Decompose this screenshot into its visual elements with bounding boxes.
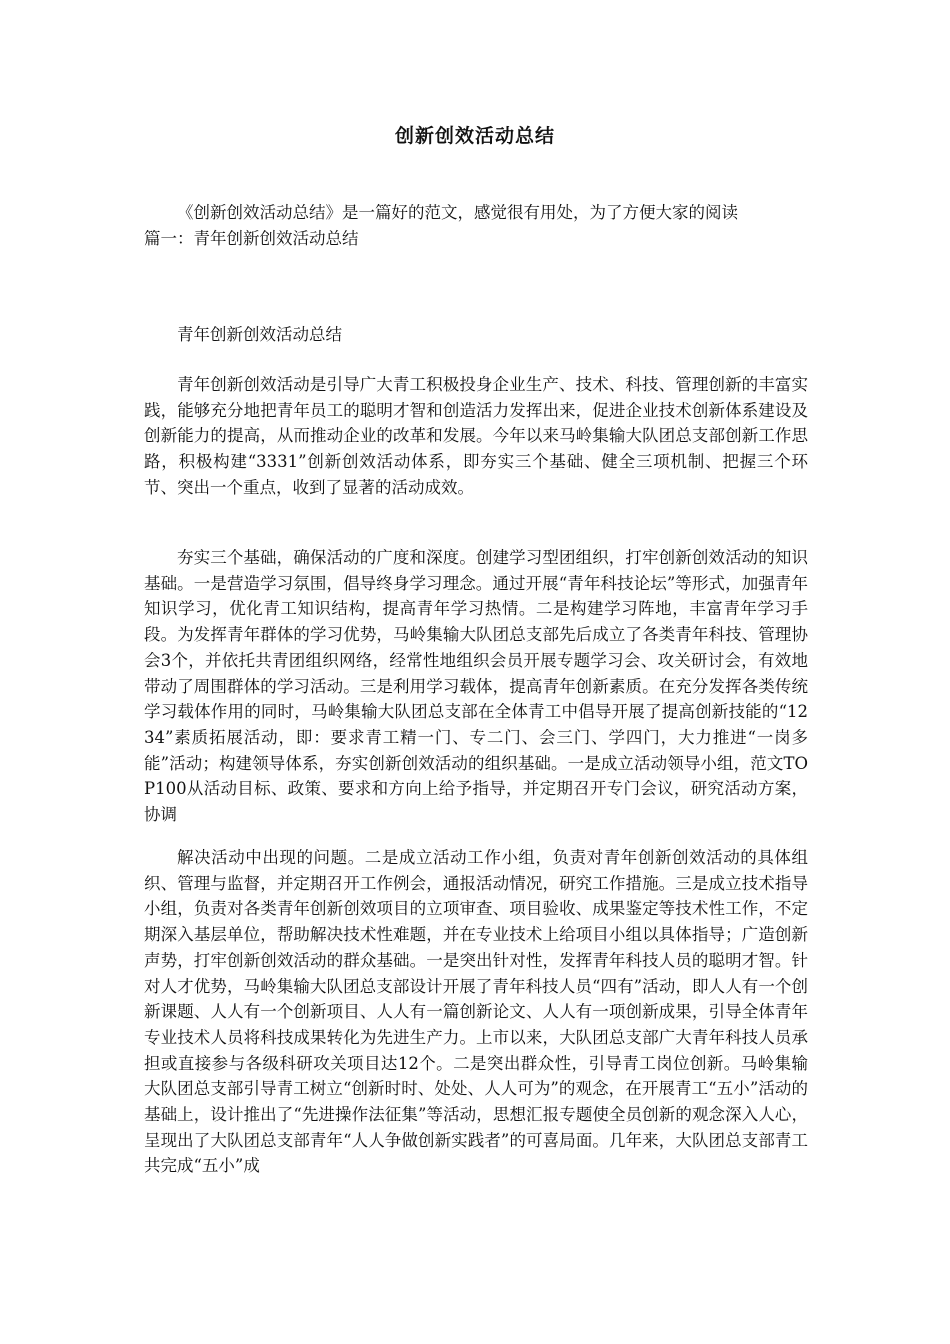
body-paragraph: 解决活动中出现的问题。二是成立活动工作小组，负责对青年创新创效活动的具体组织、管理与监督，并定期召开工作例会，通报活动情况，研究工作措施。三是成立技术指导小组，负责对各类青年创新创效项目的立项审查、项目验收、成果鉴定等技术性工作，不定期深入基层单位，帮助解决技术性难题，并在专业技术上给项目小组以具体指导；广造创新声势，打牢创新创效活动的群众基础。一是突出针对性，发挥青年科技人员的聪明才智。针对人才优势，马岭集输大队团总支部设计开展了青年科技人员“四有”活动，即人人有一个创新课题、人人有一个创新项目、人人有一篇创新论文、人人有一项创新成果，引导全体青年专业技术人员将科技成果转化为先进生产力。上市以来，大队团总支部广大青年科技人员承担或直接参与各级科研攻关项目达12个。二是突出群众性，引导青工岗位创新。马岭集输大队团总支部引导青工树立“创新时时、处处、人人可为”的观念，在开展青工“五小”活动的基础上，设计推出了“先进操作法征集”等活动，思想汇报专题使全员创新的观念深入人心，呈现出了大队团总支部青年“人人争做创新实践者”的可喜局面。几年来，大队团总支部青工共完成“五小”成 [144,848,808,1176]
body-paragraph: 夯实三个基础，确保活动的广度和深度。创建学习型团组织，打牢创新创效活动的知识基础。一是营造学习氛围，倡导终身学习理念。通过开展“青年科技论坛”等形式，加强青年知识学习，优化青工知识结构，提高青年学习热情。二是构建学习阵地，丰富青年学习手段。为发挥青年群体的学习优势，马岭集输大队团总支部先后成立了各类青年科技、管理协会3个，并依托共青团组织网络，经常性地组织会员开展专题学习会、攻关研讨会，有效地带动了周围群体的学习活动。三是利用学习载体，提高青年创新素质。在充分发挥各类传统学习载体作用的同时，马岭集输大队团总支部在全体青工中倡导开展了提高创新技能的“1234”素质拓展活动，即：要求青工精一门、专二门、会三门、学四门，大力推进“一岗多能”活动；构建领导体系，夯实创新创效活动的组织基础。一是成立活动领导小组，范文TOP100从活动目标、政策、要求和方向上给予指导，并定期召开专门会议，研究活动方案，协调 [144,548,808,825]
intro-text: 《创新创效活动总结》是一篇好的范文，感觉很有用处，为了方便大家的阅读 [177,203,738,222]
intro-section-label: 篇一：青年创新创效活动总结 [144,229,359,248]
section-heading: 青年创新创效活动总结 [177,325,342,344]
body-paragraph: 青年创新创效活动是引导广大青工积极投身企业生产、技术、科技、管理创新的丰富实践，能够充分地把青年员工的聪明才智和创造活力发挥出来，促进企业技术创新体系建设及创新能力的提高，从而推动企业的改革和发展。今年以来马岭集输大队团总支部创新工作思路，积极构建“3331”创新创效活动体系，即夯实三个基础、健全三项机制、把握三个环节、突出一个重点，收到了显著的活动成效。 [144,375,808,497]
document-title: 创新创效活动总结 [394,125,555,147]
